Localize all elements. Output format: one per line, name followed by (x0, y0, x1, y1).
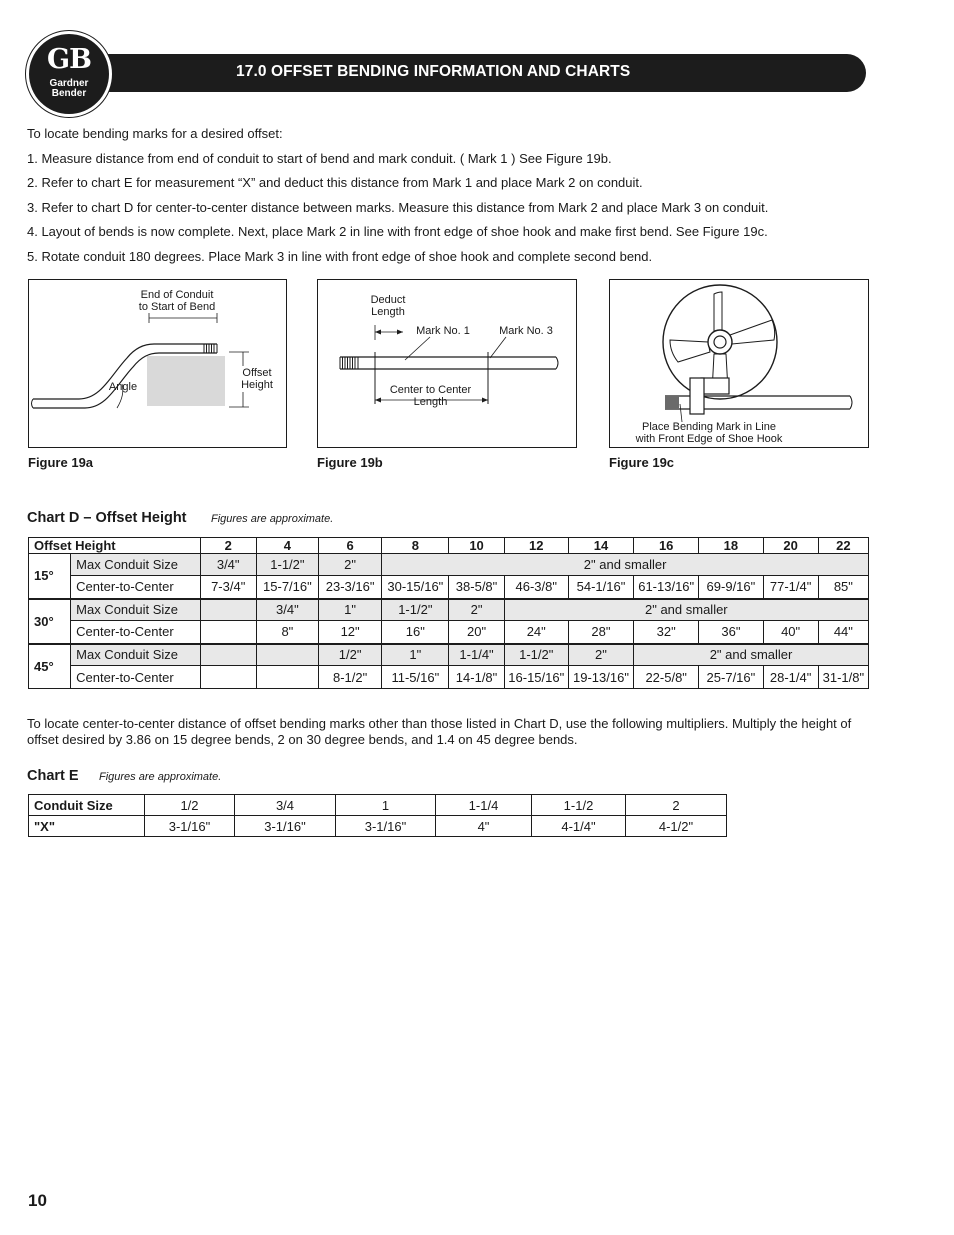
section-title: 17.0 OFFSET BENDING INFORMATION AND CHARTS (236, 63, 631, 80)
figure-19a (28, 279, 287, 448)
label-deduct-length (358, 294, 418, 318)
table-cell-span: 2" and smaller (504, 599, 868, 621)
chart-d-table (28, 537, 869, 689)
figure-19a-caption: Figure 19a (28, 455, 94, 470)
height-col: 10 (449, 538, 504, 554)
table-cell: 32" (634, 621, 699, 644)
table-cell: 31-1/8" (818, 666, 868, 689)
table-cell: 11-5/16" (382, 666, 449, 689)
table-cell: 20" (449, 621, 504, 644)
chart-e-note: Figures are approximate. (99, 771, 222, 783)
table-row (29, 621, 869, 644)
angle-30: 30° (29, 599, 71, 644)
label-deduct-line2: Length (371, 306, 405, 318)
chart-e-table (28, 794, 727, 837)
table-cell: 1 (336, 795, 436, 816)
table-cell: 14-1/8" (449, 666, 504, 689)
step-3: 3. Refer to chart D for center-to-center distance between marks. Measure this distance from Mark 2 and place Mark 3 on conduit. (27, 200, 769, 215)
label-offset-height (233, 367, 281, 391)
height-col: 8 (382, 538, 449, 554)
height-col: 18 (699, 538, 763, 554)
table-cell: 23-3/16" (319, 576, 382, 599)
table-cell: 28-1/4" (763, 666, 818, 689)
table-row (29, 599, 869, 621)
height-col: 12 (504, 538, 568, 554)
table-cell (256, 644, 318, 666)
label-end-of-conduit (117, 289, 237, 313)
label-mark-no-3: Mark No. 3 (499, 325, 553, 337)
label-mark-no-1: Mark No. 1 (416, 325, 470, 337)
multiplier-text: To locate center-to-center distance of offset bending marks other than those listed in Chart D, use the following multipliers. Multiply the height of offset desired by 3.86 on 15 degree bends, 2 on 30 degree bends, and 1.4 on 45 degree bends. (27, 716, 852, 747)
table-cell: 1-1/2" (504, 644, 568, 666)
label-center-line2: Length (413, 396, 448, 408)
logo-text-line1: Gardner (49, 78, 89, 89)
chart-d-title: Chart D – Offset Height (27, 510, 187, 526)
table-cell (200, 666, 256, 689)
row-label-ctc: Center-to-Center (71, 576, 200, 599)
figure-19c (609, 279, 869, 448)
row-label-ctc: Center-to-Center (71, 666, 200, 689)
logo-mark: GB (47, 44, 91, 75)
row-label-size: Max Conduit Size (71, 599, 200, 621)
table-cell-span: 2" and smaller (634, 644, 869, 666)
table-cell (200, 621, 256, 644)
label-place-line2: with Front Edge of Shoe Hook (635, 433, 783, 445)
label-end-line1: End of Conduit (140, 289, 214, 301)
table-row (29, 576, 869, 599)
table-cell: 1" (319, 599, 382, 621)
angle-45: 45° (29, 644, 71, 689)
label-deduct-line1: Deduct (370, 294, 406, 306)
table-cell: 1-1/2 (532, 795, 626, 816)
chart-d-header-row (29, 538, 869, 554)
table-cell-span: 2" and smaller (382, 554, 869, 576)
table-cell: 44" (818, 621, 868, 644)
height-col: 16 (634, 538, 699, 554)
mark-layout-diagram (318, 280, 576, 447)
table-cell: 2 (626, 795, 727, 816)
table-cell: 4-1/4" (532, 816, 626, 837)
table-cell (200, 599, 256, 621)
table-cell: 16" (382, 621, 449, 644)
table-cell: 1/2" (319, 644, 382, 666)
offset-height-header: Offset Height (29, 538, 201, 554)
step-2: 2. Refer to chart E for measurement “X” and deduct this distance from Mark 1 and place Mark 2 on conduit. (27, 175, 643, 190)
table-cell: 30-15/16" (382, 576, 449, 599)
chart-e-title: Chart E (27, 768, 79, 784)
height-col: 20 (763, 538, 818, 554)
table-cell: 1-1/2" (382, 599, 449, 621)
table-row (29, 644, 869, 666)
table-row (29, 554, 869, 576)
offset-height-block (147, 356, 225, 406)
table-cell: 4-1/2" (626, 816, 727, 837)
table-cell: 40" (763, 621, 818, 644)
table-row (29, 795, 727, 816)
table-cell: 1-1/4" (449, 644, 504, 666)
table-cell: 12" (319, 621, 382, 644)
conduit-size-label: Conduit Size (29, 795, 145, 816)
table-cell: 15-7/16" (256, 576, 318, 599)
height-col: 6 (319, 538, 382, 554)
table-row (29, 666, 869, 689)
label-center-line1: Center to Center (389, 384, 472, 396)
table-cell: 1-1/4 (436, 795, 532, 816)
table-cell: 16-15/16" (504, 666, 568, 689)
table-cell: 4" (436, 816, 532, 837)
table-cell: 69-9/16" (699, 576, 763, 599)
table-cell: 3/4" (256, 599, 318, 621)
table-cell: 2" (319, 554, 382, 576)
table-cell: 38-5/8" (449, 576, 504, 599)
table-cell (200, 644, 256, 666)
x-label: "X" (29, 816, 145, 837)
table-cell: 3/4 (235, 795, 336, 816)
table-cell: 8-1/2" (319, 666, 382, 689)
table-cell: 28" (568, 621, 633, 644)
figure-19b-caption: Figure 19b (317, 455, 383, 470)
table-cell: 1-1/2" (256, 554, 318, 576)
table-cell: 7-3/4" (200, 576, 256, 599)
table-cell: 8" (256, 621, 318, 644)
row-label-size: Max Conduit Size (71, 554, 200, 576)
label-place-bending-mark (614, 421, 804, 445)
table-row (29, 816, 727, 837)
chart-d-note: Figures are approximate. (211, 513, 334, 525)
table-cell: 54-1/16" (568, 576, 633, 599)
height-col: 4 (256, 538, 318, 554)
label-offset-line2: Height (241, 379, 273, 391)
label-offset-line1: Offset (242, 367, 272, 379)
table-cell: 22-5/8" (634, 666, 699, 689)
intro-text: To locate bending marks for a desired offset: (27, 126, 283, 141)
table-cell: 3-1/16" (336, 816, 436, 837)
table-cell: 3/4" (200, 554, 256, 576)
table-cell: 77-1/4" (763, 576, 818, 599)
table-cell: 1/2 (145, 795, 235, 816)
table-cell: 1" (382, 644, 449, 666)
label-angle: Angle (108, 381, 138, 393)
table-cell: 85" (818, 576, 868, 599)
table-cell: 61-13/16" (634, 576, 699, 599)
table-cell: 46-3/8" (504, 576, 568, 599)
table-cell: 2" (449, 599, 504, 621)
table-cell (256, 666, 318, 689)
label-end-line2: to Start of Bend (138, 301, 216, 313)
row-label-size: Max Conduit Size (71, 644, 200, 666)
table-cell: 36" (699, 621, 763, 644)
row-label-ctc: Center-to-Center (71, 621, 200, 644)
page-number: 10 (28, 1191, 47, 1210)
table-cell: 3-1/16" (235, 816, 336, 837)
table-cell: 19-13/16" (568, 666, 633, 689)
angle-15: 15° (29, 554, 71, 599)
height-col: 22 (818, 538, 868, 554)
step-1: 1. Measure distance from end of conduit to start of bend and mark conduit. ( Mark 1 ) See Figure 19b. (27, 151, 612, 166)
gardner-bender-logo (29, 34, 109, 114)
table-cell: 2" (568, 644, 633, 666)
step-5: 5. Rotate conduit 180 degrees. Place Mark 3 in line with front edge of shoe hook and complete second bend. (27, 249, 653, 264)
figure-19c-caption: Figure 19c (609, 455, 675, 470)
height-col: 14 (568, 538, 633, 554)
table-cell: 3-1/16" (145, 816, 235, 837)
logo-text-line2: Bender (51, 88, 87, 99)
label-center-to-center (373, 384, 488, 408)
step-4: 4. Layout of bends is now complete. Next, place Mark 2 in line with front edge of shoe hook and make first bend. See Figure 19c. (27, 224, 768, 239)
label-place-line1: Place Bending Mark in Line (642, 421, 776, 433)
figure-19b (317, 279, 577, 448)
table-cell: 24" (504, 621, 568, 644)
table-cell: 25-7/16" (699, 666, 763, 689)
height-col: 2 (200, 538, 256, 554)
